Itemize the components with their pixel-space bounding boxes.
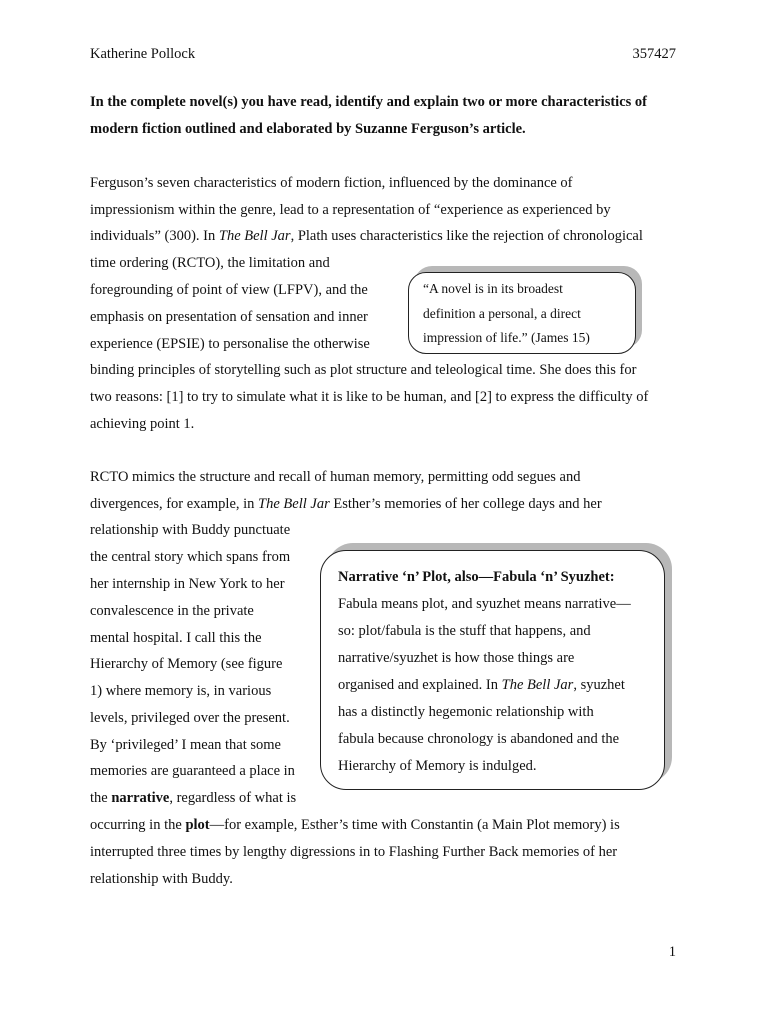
para1-line-7: experience (EPSIE) to personalise the otherwise [90, 336, 370, 352]
callout-line-7: Hierarchy of Memory is indulged. [338, 758, 537, 774]
text-run: , syuzhet [573, 677, 625, 693]
book-title: The Bell Jar [258, 496, 330, 512]
text-run: , Plath uses characteristics like the rejection of chronological [290, 228, 643, 244]
para1-line-9: two reasons: [1] to try to simulate what it is like to be human, and [2] to express the difficulty of [90, 389, 649, 405]
para1-line-2: impressionism within the genre, lead to a representation of “experience as experienced by [90, 202, 611, 218]
text-run: , regardless of what is [169, 790, 297, 806]
para1-line-5: foregrounding of point of view (LFPV), and the [90, 282, 368, 298]
para2-line-4: the central story which spans from [90, 549, 291, 565]
book-title: The Bell Jar [218, 228, 291, 244]
callout-line-4 [338, 677, 625, 694]
text-run: occurring in the [90, 817, 186, 833]
emphasis-plot: plot [185, 817, 210, 833]
header-author: Katherine Pollock [90, 46, 196, 62]
para2-line-11: By ‘privileged’ I mean that some [90, 737, 281, 753]
header-student-id: 357427 [632, 46, 676, 62]
para2-line-2 [90, 496, 602, 513]
para1-line-4: time ordering (RCTO), the limitation and [90, 255, 330, 271]
para2-line-8: Hierarchy of Memory (see figure [90, 656, 283, 672]
callout-title: Narrative ‘n’ Plot, also—Fabula ‘n’ Syuzhet: [338, 569, 615, 585]
text-run: individuals” (300). In [90, 228, 219, 244]
para2-line-12: memories are guaranteed a place in [90, 763, 295, 779]
question-line-2: modern fiction outlined and elaborated by Suzanne Ferguson’s article. [90, 121, 526, 137]
para2-line-15: interrupted three times by lengthy digressions in to Flashing Further Back memories of her [90, 844, 618, 860]
para2-line-1: RCTO mimics the structure and recall of human memory, permitting odd segues and [90, 469, 581, 485]
text-run: —for example, Esther’s time with Constantin (a Main Plot memory) is [209, 817, 620, 833]
callout-line-3: narrative/syuzhet is how those things are [338, 650, 575, 666]
text-run: organised and explained. In [338, 677, 502, 693]
callout-line-2: so: plot/fabula is the stuff that happens, and [338, 623, 591, 639]
para2-line-13 [90, 790, 296, 807]
question-line-1: In the complete novel(s) you have read, identify and explain two or more characteristics of [90, 94, 647, 110]
para1-line-6: emphasis on presentation of sensation and inner [90, 309, 368, 325]
text-run: divergences, for example, in [90, 496, 259, 512]
emphasis-narrative: narrative [111, 790, 170, 806]
quote-line-2: definition a personal, a direct [423, 306, 581, 321]
book-title: The Bell Jar [501, 677, 574, 693]
quote-line-3: impression of life.” (James 15) [423, 330, 590, 345]
para2-line-9: 1) where memory is, in various [90, 683, 272, 699]
para1-line-8: binding principles of storytelling such as plot structure and teleological time. She does this for [90, 362, 637, 378]
callout-line-5: has a distinctly hegemonic relationship with [338, 704, 594, 720]
para2-line-10: levels, privileged over the present. [90, 710, 290, 726]
para2-line-6: convalescence in the private [90, 603, 254, 619]
para2-line-5: her internship in New York to her [90, 576, 285, 592]
quote-callout [408, 272, 636, 354]
para1-line-1: Ferguson’s seven characteristics of modern fiction, influenced by the dominance of [90, 175, 573, 191]
text-run: the [90, 790, 112, 806]
para1-line-10: achieving point 1. [90, 416, 195, 432]
narrative-plot-callout [320, 550, 665, 790]
text-run: Esther’s memories of her college days and her [329, 496, 602, 512]
para2-line-16: relationship with Buddy. [90, 871, 233, 887]
callout-line-1: Fabula means plot, and syuzhet means narrative— [338, 596, 631, 612]
quote-line-1: “A novel is in its broadest [423, 281, 563, 296]
page-number: 1 [668, 944, 676, 960]
para2-line-3: relationship with Buddy punctuate [90, 522, 291, 538]
callout-line-6: fabula because chronology is abandoned and the [338, 731, 620, 747]
para2-line-14 [90, 817, 620, 834]
para2-line-7: mental hospital. I call this the [90, 630, 262, 646]
para1-line-3 [90, 228, 643, 245]
